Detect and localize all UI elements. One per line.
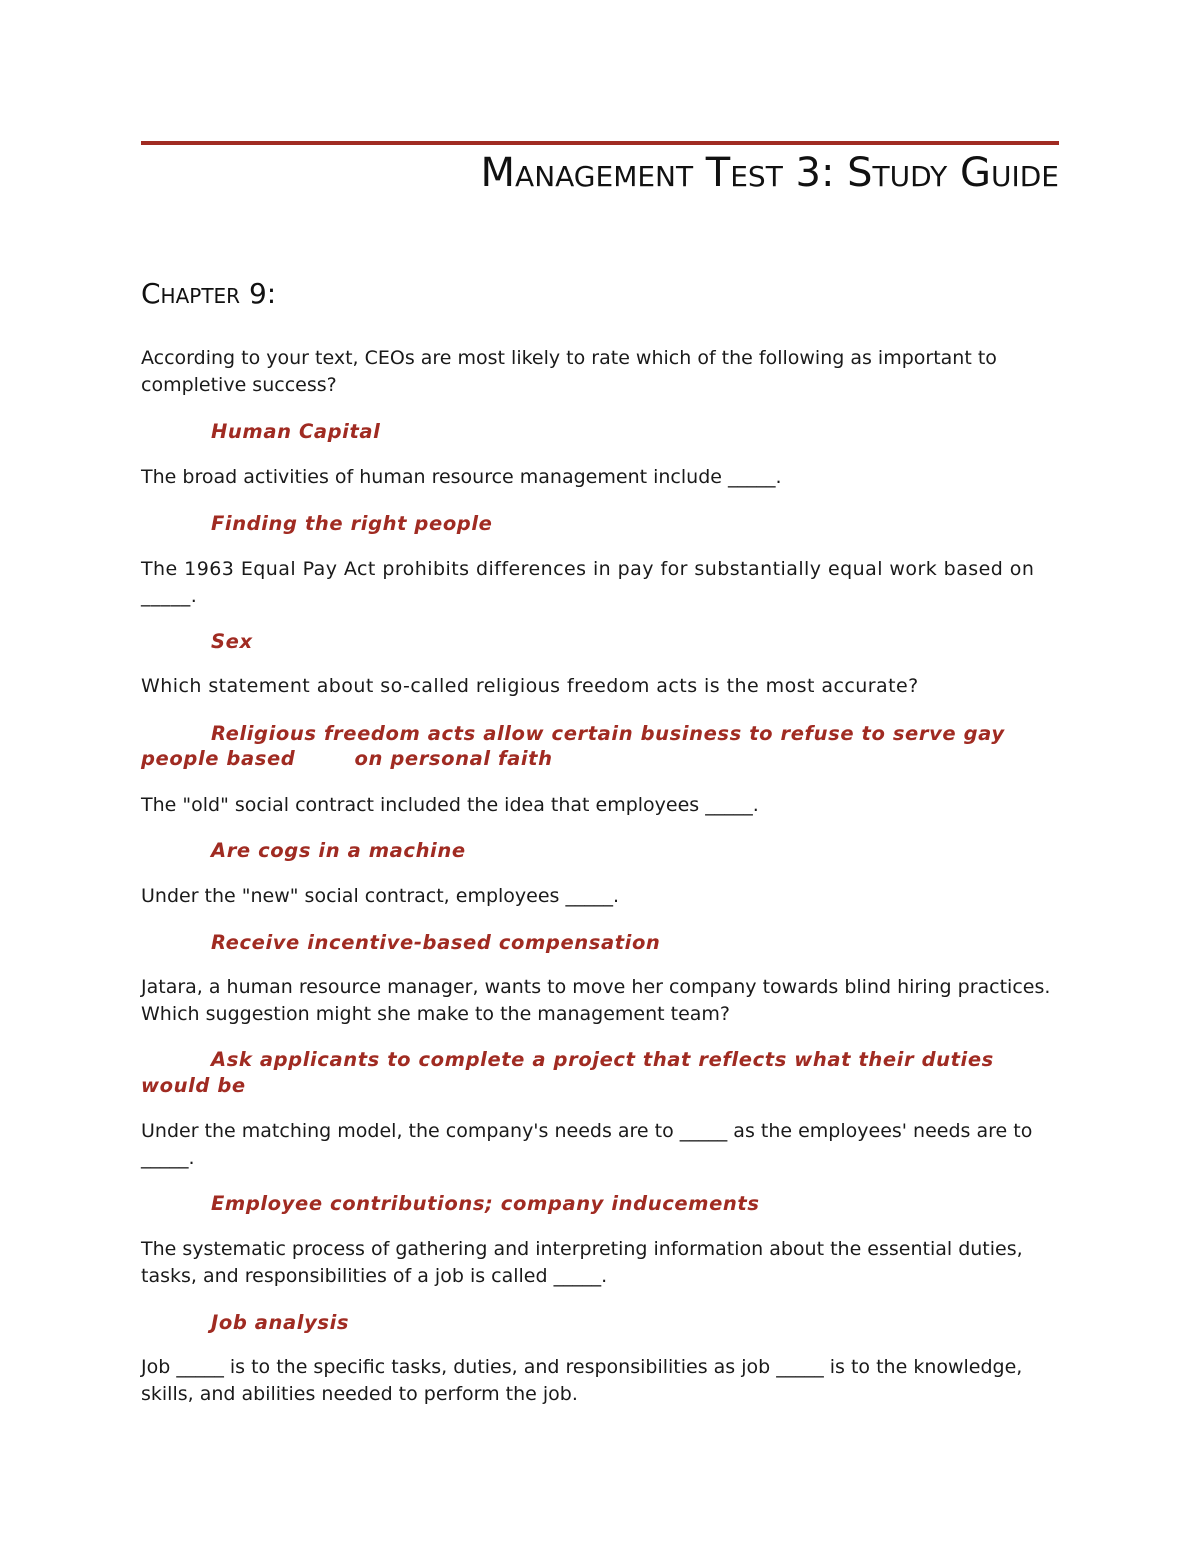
document-title: Management Test 3: Study Guide — [480, 150, 1059, 196]
question-9: The systematic process of gathering and interpreting information about the essential duties, tasks, and responsibilities of a job is called _____. — [141, 1238, 1023, 1287]
question-10: Job _____ is to the specific tasks, duties, and responsibilities as job _____ is to the knowledge, skills, and abilities needed to perform the job. — [141, 1356, 1023, 1405]
answer-8: Employee contributions; company inducements — [211, 1192, 760, 1215]
answer-1: Human Capital — [211, 420, 381, 443]
answer-5: Are cogs in a machine — [211, 839, 466, 862]
answer-3: Sex — [211, 630, 253, 653]
answer-6: Receive incentive-based compensation — [211, 931, 661, 954]
chapter-heading: Chapter 9: — [141, 277, 277, 310]
answer-9: Job analysis — [211, 1311, 350, 1334]
answer-4-line-2: people based on personal faith — [141, 747, 553, 770]
answer-7-line-1: Ask applicants to complete a project that reflects what their duties — [211, 1048, 994, 1071]
answer-7-line-2: would be — [141, 1074, 246, 1097]
question-5: The "old" social contract included the idea that employees _____. — [141, 794, 759, 816]
question-7: Jatara, a human resource manager, wants to move her company towards blind hiring practices. Which suggestion might she make to the management team? — [141, 976, 1051, 1025]
question-8: Under the matching model, the company's needs are to _____ as the employees' needs are to _____. — [141, 1120, 1033, 1169]
title-rule — [141, 141, 1059, 145]
answer-4-line-1: Religious freedom acts allow certain business to refuse to serve gay — [211, 722, 1005, 745]
answer-2: Finding the right people — [211, 512, 493, 535]
question-1: According to your text, CEOs are most likely to rate which of the following as important to completive success? — [141, 347, 997, 396]
question-3: The 1963 Equal Pay Act prohibits differences in pay for substantially equal work based on _____. — [141, 558, 1035, 607]
question-4: Which statement about so-called religious freedom acts is the most accurate? — [141, 675, 919, 697]
question-6: Under the "new" social contract, employees _____. — [141, 885, 620, 907]
question-2: The broad activities of human resource management include _____. — [141, 466, 782, 488]
